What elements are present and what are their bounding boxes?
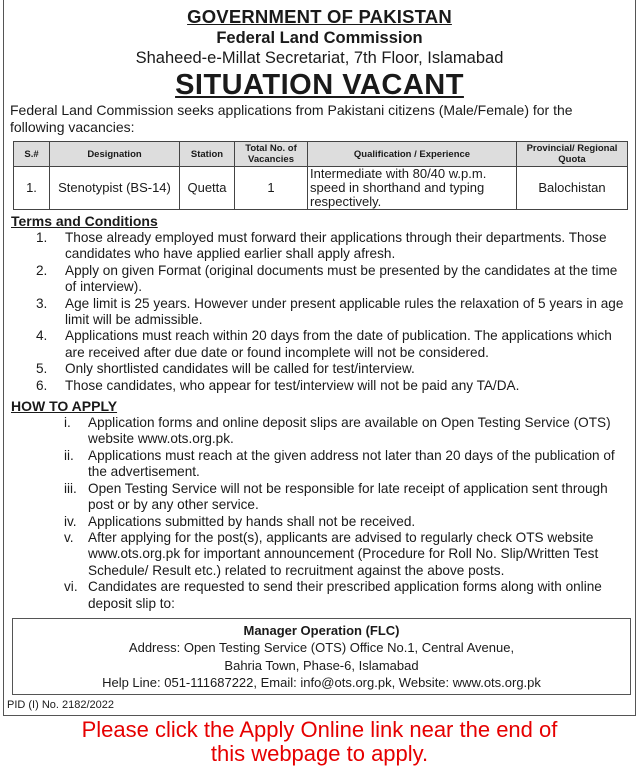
list-item: 6. Those candidates, who appear for test/interview will not be paid any TA/DA.	[36, 377, 520, 393]
commission-name: Federal Land Commission	[216, 29, 423, 47]
cell-vacancies: 1	[235, 167, 308, 210]
government-title: GOVERNMENT OF PAKISTAN	[187, 6, 452, 27]
list-item: vi. Candidates are requested to send their prescribed application forms along with online deposit slip to:	[64, 579, 602, 611]
office-address: Shaheed-e-Millat Secretariat, 7th Floor, Islamabad	[135, 49, 504, 67]
col-header: Qualification / Experience	[308, 142, 517, 167]
contact-name: Manager Operation (FLC)	[243, 622, 400, 638]
pid-number: PID (I) No. 2182/2022	[7, 698, 115, 711]
col-header: S.#	[14, 142, 50, 167]
cell-designation: Stenotypist (BS-14)	[50, 167, 180, 210]
terms-heading: Terms and Conditions	[11, 213, 158, 229]
apply-list	[4, 415, 632, 612]
cell-qualification: Intermediate with 80/40 w.p.m. speed in shorthand and typing respectively.	[308, 167, 517, 210]
list-item: 5. Only shortlisted candidates will be called for test/interview.	[36, 361, 415, 377]
list-item: 4. Applications must reach within 20 days from the date of publication. The applications which are received after due date or found incomplete will not be considered.	[36, 328, 612, 360]
contact-address-2: Bahria Town, Phase-6, Islamabad	[224, 657, 419, 673]
apply-online-notice	[0, 718, 639, 766]
notice-line: Please click the Apply Online link near the end of	[81, 716, 558, 742]
col-header: Provincial/ Regional Quota	[517, 142, 628, 167]
ad-title: SITUATION VACANT	[175, 69, 464, 101]
list-item: 3. Age limit is 25 years. However under present applicable rules the relaxation of 5 years in age limit will be admissible.	[36, 295, 624, 328]
job-advertisement	[3, 0, 636, 716]
table-row	[14, 167, 628, 210]
how-to-apply-heading: HOW TO APPLY	[11, 398, 118, 415]
vacancy-table	[13, 141, 628, 210]
contact-helpline: Help Line: 051-111687222, Email: info@ots.org.pk, Website: www.ots.org.pk	[102, 675, 541, 691]
list-item: i. Application forms and online deposit slips are available on Open Testing Service (OTS) website www.ots.org.pk.	[64, 415, 611, 447]
col-header: Designation	[50, 142, 180, 167]
list-item: iv. Applications submitted by hands shall not be received.	[64, 513, 416, 529]
cell-quota: Balochistan	[517, 167, 628, 210]
cell-sno: 1.	[14, 167, 50, 210]
list-item: v. After applying for the post(s), applicants are advised to regularly check OTS website www.ots.org.pk for important announcement (Procedure for Roll No. Slip/Written Test Schedule/ Result etc.) related to recruitment against the above posts.	[64, 529, 599, 578]
col-header: Total No. of Vacancies	[235, 142, 308, 167]
terms-list	[4, 230, 632, 394]
contact-box	[12, 618, 631, 695]
intro-text: Federal Land Commission seeks applications from Pakistani citizens (Male/Female) for the following vacancies:	[10, 102, 573, 135]
list-item: ii. Applications must reach at the given address not later than 20 days of the publication of the advertisement.	[64, 447, 615, 480]
contact-address: Address: Open Testing Service (OTS) Office No.1, Central Avenue,	[128, 640, 515, 656]
notice-line: this webpage to apply.	[210, 740, 429, 766]
cell-station: Quetta	[180, 167, 235, 210]
col-header: Station	[180, 142, 235, 167]
list-item: 1. Those already employed must forward their applications through their departments. Those candidates who have applied earlier shall apply afresh.	[36, 230, 607, 262]
list-item: 2. Apply on given Format (original documents must be presented by the candidates at the time of interview).	[36, 262, 618, 295]
list-item: iii. Open Testing Service will not be responsible for late receipt of application sent through post or by any other service.	[64, 480, 608, 513]
